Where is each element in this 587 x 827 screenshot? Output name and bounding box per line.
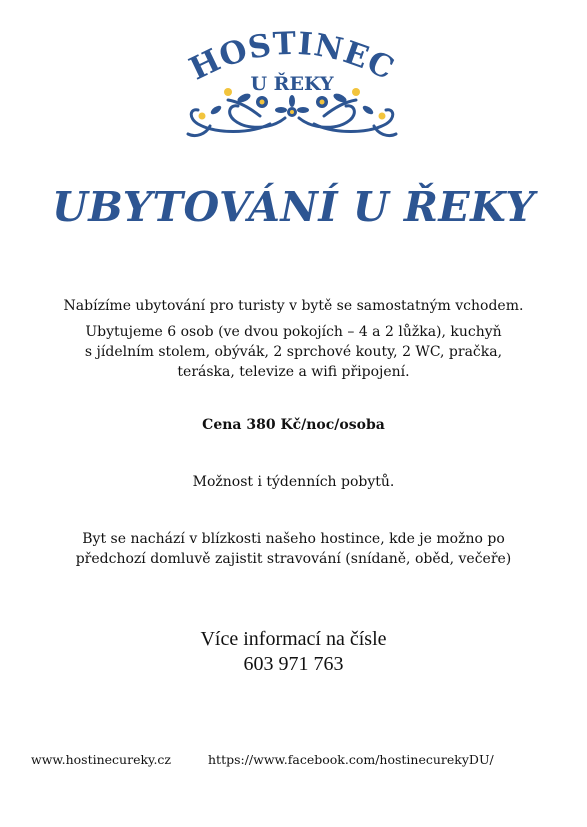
page-headline: UBYTOVÁNÍ U ŘEKY <box>52 183 535 231</box>
logo-title: HOSTINEC <box>184 30 401 88</box>
intro-text: Nabízíme ubytování pro turisty v bytě se samostatným vchodem. <box>63 298 524 314</box>
hostinec-logo <box>180 30 404 145</box>
details-line: s jídelním stolem, obývák, 2 sprchové kouty, 2 WC, pračka, <box>84 344 503 360</box>
location-text <box>20 529 567 569</box>
logo-subtitle: U ŘEKY <box>250 73 334 95</box>
weekly-stays-text: Možnost i týdenních pobytů. <box>192 474 395 490</box>
location-line: Byt se nachází v blízkosti našeho hostince, kde je možno po <box>82 531 505 547</box>
facebook-link[interactable]: https://www.facebook.com/hostinecurekyDU/ <box>208 752 494 767</box>
details-text <box>20 322 567 382</box>
contact-phone[interactable]: 603 971 763 <box>243 653 344 675</box>
website-link[interactable]: www.hostinecureky.cz <box>31 752 172 767</box>
details-line: Ubytujeme 6 osob (ve dvou pokojích – 4 a 2 lůžka), kuchyň <box>85 324 502 340</box>
location-line: předchozí domluvě zajistit stravování (snídaně, oběd, večeře) <box>75 551 512 567</box>
floral-ornament-icon <box>188 88 396 136</box>
price-text: Cena 380 Kč/noc/osoba <box>202 417 385 433</box>
details-line: teráska, televize a wifi připojení. <box>177 364 410 380</box>
contact-label: Více informací na čísle <box>200 628 387 650</box>
